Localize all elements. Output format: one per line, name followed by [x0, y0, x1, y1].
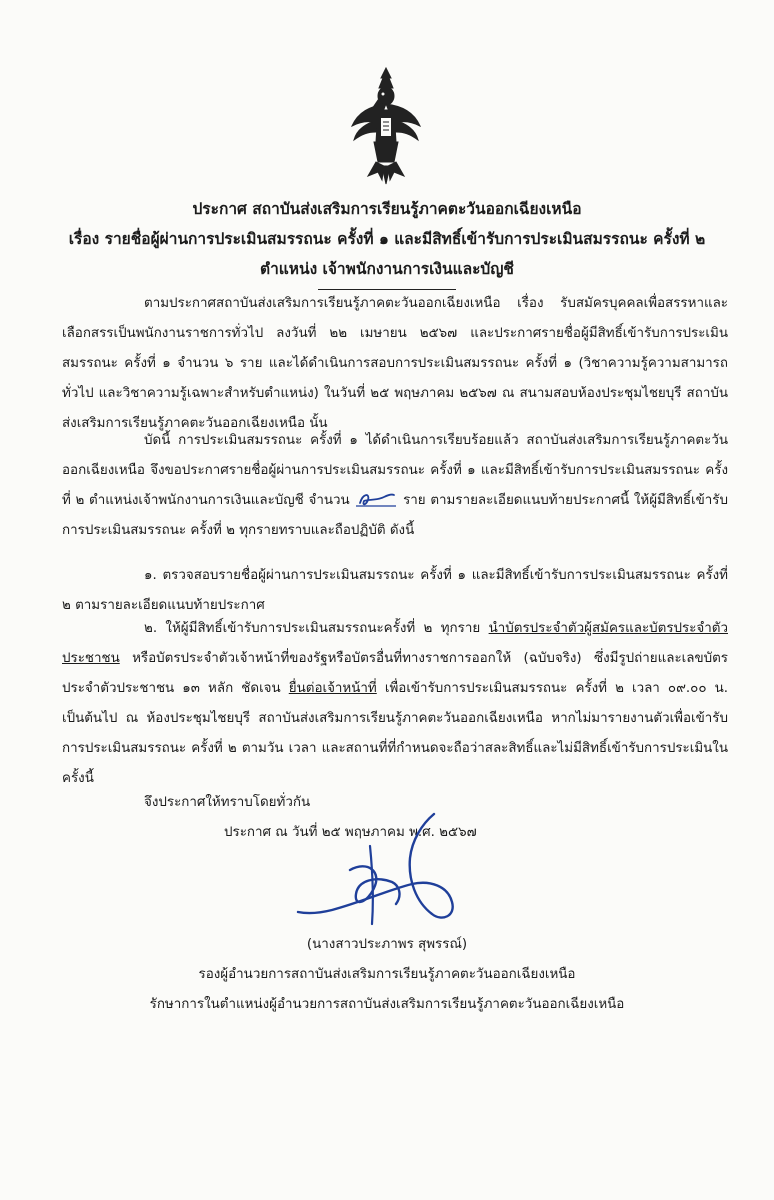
- signature-mark: [292, 806, 472, 936]
- paragraph-announcement: [62, 426, 728, 546]
- signer-name: (นางสาวประภาพร สุพรรณ์): [306, 937, 468, 952]
- instruction-item-2-text-b: หรือบัตรประจำตัวเจ้าหน้าที่ของรัฐหรือบัตรอื่นที่ทางราชการออกให้ (ฉบับจริง) ซึ่งมีรูปถ่ายและเลขบัตรประจำตัวประชาชน ๑๓ หลัก ชัดเจน: [62, 651, 728, 696]
- announcement-title: ประกาศ สถาบันส่งเสริมการเรียนรู้ภาคตะวันออกเฉียงเหนือ: [192, 200, 582, 218]
- instruction-item-1-text: ๑. ตรวจสอบรายชื่อผู้ผ่านการประเมินสมรรถนะ ครั้งที่ ๑ และมีสิทธิ์เข้ารับการประเมินสมรรถนะ ครั้งที่ ๒ ตามรายละเอียดแนบท้ายประกาศ: [62, 568, 728, 613]
- instruction-item-1: [62, 561, 728, 621]
- announcement-subject: เรื่อง รายชื่อผู้ผ่านการประเมินสมรรถนะ ครั้งที่ ๑ และมีสิทธิ์เข้ารับการประเมินสมรรถนะ ครั้งที่ ๒: [68, 230, 706, 248]
- handwritten-count-mark: [354, 489, 398, 509]
- signer-title: รองผู้อำนวยการสถาบันส่งเสริมการเรียนรู้ภาคตะวันออกเฉียงเหนือ: [198, 967, 576, 982]
- paragraph-background-text: ตามประกาศสถาบันส่งเสริมการเรียนรู้ภาคตะวันออกเฉียงเหนือ เรื่อง รับสมัครบุคคลเพื่อสรรหาและเลือกสรรเป็นพนักงานราชการทั่วไป ลงวันที่ ๒๒ เมษายน ๒๕๖๗ และประกาศรายชื่อผู้มีสิทธิ์เข้ารับการประเมินสมรรถนะ ครั้งที่ ๑ จำนวน ๖ ราย และได้ดำเนินการสอบการประเมินสมรรถนะ ครั้งที่ ๑ (วิชาความรู้ความสามารถทั่วไป และวิชาความรู้เฉพาะสำหรับตำแหน่ง) ในวันที่ ๒๕ พฤษภาคม ๒๕๖๗ ณ สนามสอบห้องประชุมไชยบุรี สถาบันส่งเสริมการเรียนรู้ภาคตะวันออกเฉียงเหนือ นั้น: [62, 296, 728, 431]
- signer-acting-title: รักษาการในตำแหน่งผู้อำนวยการสถาบันส่งเสริมการเรียนรู้ภาคตะวันออกเฉียงเหนือ: [149, 997, 625, 1012]
- paragraph-announcement-text-b: ราย ตามรายละเอียดแนบท้ายประกาศนี้ ให้ผู้มีสิทธิ์เข้ารับการประเมินสมรรถนะ ครั้งที่ ๒ ทุกรายทราบและถือปฏิบัติ ดังนี้: [62, 493, 728, 538]
- garuda-emblem-icon: [348, 66, 424, 186]
- closing-statement: จึงประกาศให้ทราบโดยทั่วกัน: [144, 795, 311, 810]
- handwritten-count: [354, 489, 398, 509]
- paragraph-background: [62, 289, 728, 439]
- instruction-item-2-underline-1: นำบัตรประจำตัวผู้สมัครและบัตรประจำตัวประชาชน: [62, 621, 728, 666]
- instruction-item-2: [62, 614, 728, 794]
- instruction-item-2-text-c: เพื่อเข้ารับการประเมินสมรรถนะ ครั้งที่ ๒ เวลา ๐๙.๐๐ น. เป็นต้นไป ณ ห้องประชุมไชยบุรี สถาบันส่งเสริมการเรียนรู้ภาคตะวันออกเฉียงเหนือ หากไม่มารายงานตัวเพื่อเข้ารับการประเมินสมรรถนะ ครั้งที่ ๒ ตามวัน เวลา และสถานที่ที่กำหนดจะถือว่าสละสิทธิ์และไม่มีสิทธิ์เข้ารับการประเมินในครั้งนี้: [62, 681, 728, 786]
- announcement-date: ประกาศ ณ วันที่ ๒๕ พฤษภาคม พ.ศ. ๒๕๖๗: [224, 825, 477, 840]
- paragraph-announcement-text-a: บัดนี้ การประเมินสมรรถนะ ครั้งที่ ๑ ได้ดำเนินการเรียบร้อยแล้ว สถาบันส่งเสริมการเรียนรู้ภาคตะวันออกเฉียงเหนือ จึงขอประกาศรายชื่อผู้ผ่านการประเมินสมรรถนะ ครั้งที่ ๑ และมีสิทธิ์เข้ารับการประเมินสมรรถนะ ครั้งที่ ๒ ตำแหน่งเจ้าพนักงานการเงินและบัญชี จำนวน: [62, 433, 728, 508]
- instruction-item-2-underline-2: ยื่นต่อเจ้าหน้าที่: [288, 681, 377, 696]
- announcement-position: ตำแหน่ง เจ้าพนักงานการเงินและบัญชี: [260, 260, 514, 278]
- instruction-item-2-text-a: ๒. ให้ผู้มีสิทธิ์เข้ารับการประเมินสมรรถนะครั้งที่ ๒ ทุกราย: [144, 621, 481, 636]
